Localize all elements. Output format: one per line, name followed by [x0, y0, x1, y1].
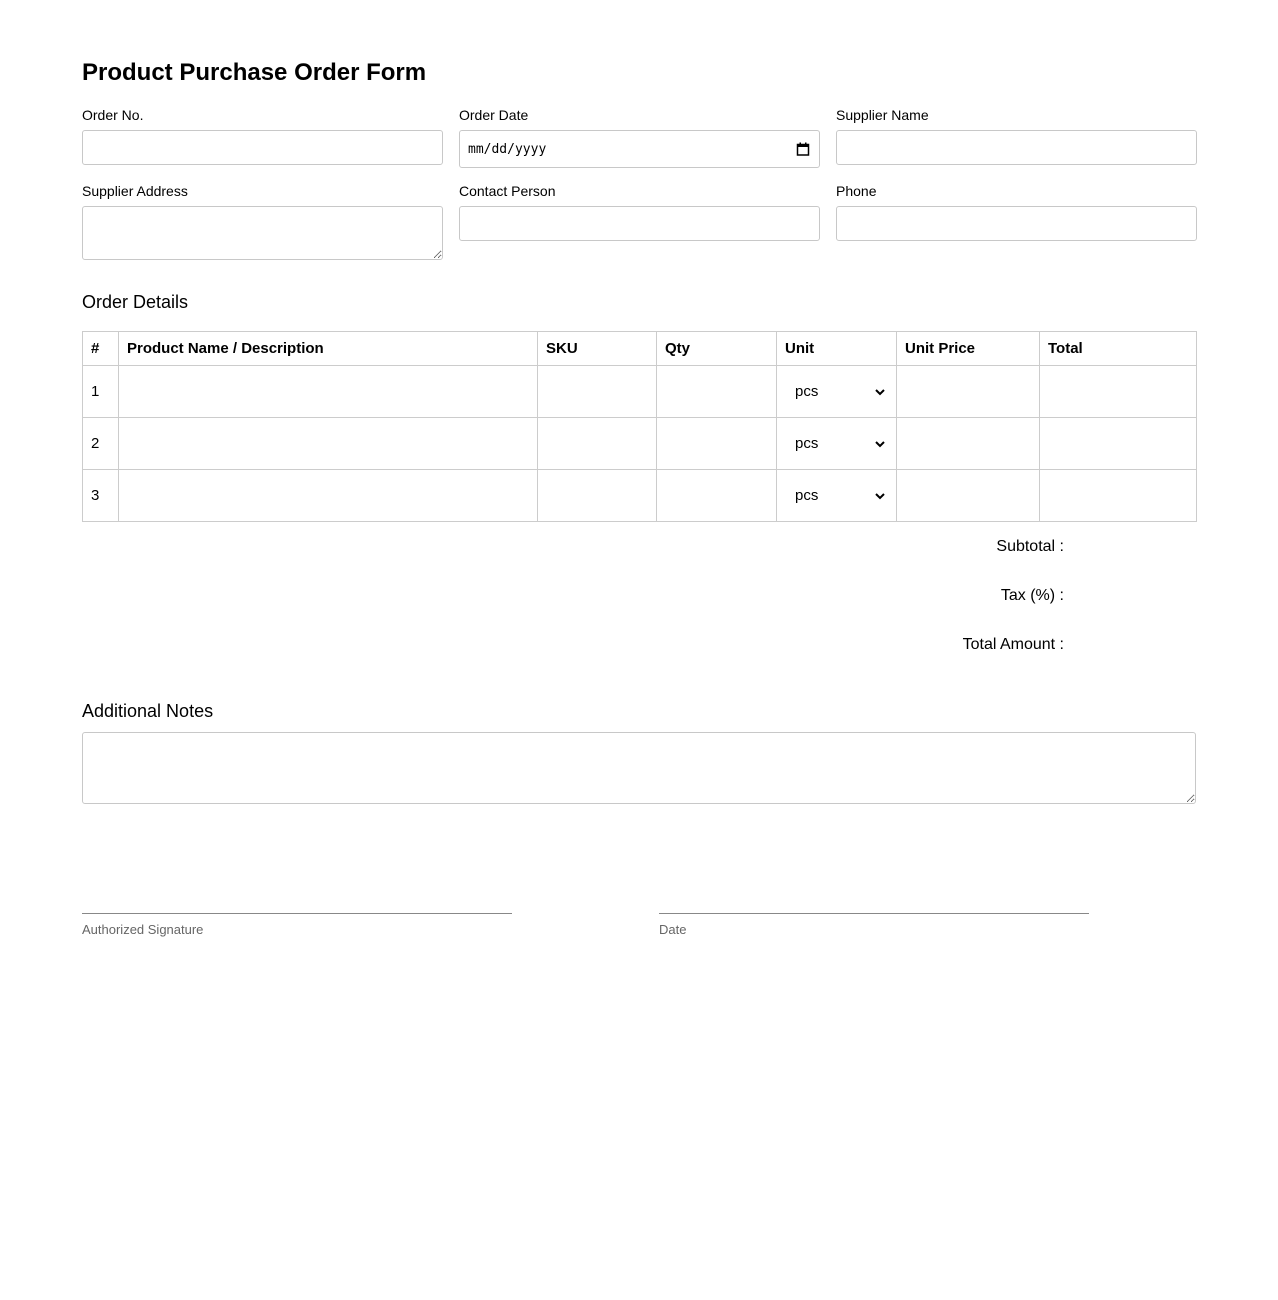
unit-cell: [777, 418, 897, 470]
product-cell[interactable]: [119, 366, 538, 418]
order-date-field-group: [459, 107, 820, 168]
additional-notes-heading: Additional Notes: [82, 701, 214, 721]
product-cell[interactable]: [119, 470, 538, 522]
total-amount-label: Total Amount :: [962, 636, 1064, 653]
supplier-address-textarea[interactable]: [82, 206, 443, 260]
subtotal-row: [82, 537, 1196, 561]
total-cell[interactable]: [1040, 470, 1197, 522]
sku-cell[interactable]: [538, 470, 657, 522]
contact-person-field-group: [459, 183, 820, 265]
page-title: Product Purchase Order Form: [82, 59, 427, 86]
chevron-down-icon: [874, 386, 886, 398]
order-details-table: [82, 331, 1197, 522]
contact-person-input[interactable]: [459, 206, 820, 241]
signature-date-block: [659, 913, 1089, 937]
table-row: [83, 366, 1197, 418]
phone-label: Phone: [836, 183, 877, 199]
unit-select-value: pcs: [795, 383, 819, 400]
unit-cell: [777, 470, 897, 522]
sku-cell[interactable]: [538, 418, 657, 470]
order-no-field-group: [82, 107, 443, 168]
tax-row: [82, 586, 1196, 610]
header-fields-row-2: [82, 183, 1196, 265]
supplier-name-field-group: [836, 107, 1197, 168]
contact-person-label: Contact Person: [459, 183, 556, 199]
column-header-unit-price: Unit Price: [897, 332, 1040, 366]
order-date-label: Order Date: [459, 107, 529, 123]
unit-select[interactable]: [785, 478, 888, 514]
sku-cell[interactable]: [538, 366, 657, 418]
tax-label: Tax (%) :: [1000, 587, 1064, 604]
qty-cell[interactable]: [657, 366, 777, 418]
additional-notes-textarea[interactable]: [82, 732, 1196, 804]
table-row: [83, 418, 1197, 470]
column-header-unit: Unit: [777, 332, 897, 366]
unit-select[interactable]: [785, 426, 888, 462]
signature-date-label: Date: [659, 922, 687, 937]
table-header-row: [83, 332, 1197, 366]
row-number: 1: [83, 366, 119, 418]
product-cell[interactable]: [119, 418, 538, 470]
phone-input[interactable]: [836, 206, 1197, 241]
unit-select[interactable]: [785, 374, 888, 410]
chevron-down-icon: [874, 438, 886, 450]
total-amount-row: [82, 635, 1196, 659]
order-details-heading: Order Details: [82, 292, 189, 312]
unit-price-cell[interactable]: [897, 418, 1040, 470]
authorized-signature-block: [82, 913, 512, 937]
subtotal-input[interactable]: [1068, 533, 1196, 561]
order-no-input[interactable]: [82, 130, 443, 165]
chevron-down-icon: [874, 490, 886, 502]
phone-field-group: [836, 183, 1197, 265]
supplier-name-input[interactable]: [836, 130, 1197, 165]
header-fields-row-1: [82, 107, 1196, 168]
subtotal-label: Subtotal :: [996, 538, 1064, 555]
tax-input[interactable]: [1068, 582, 1196, 610]
unit-price-cell[interactable]: [897, 470, 1040, 522]
supplier-name-label: Supplier Name: [836, 107, 929, 123]
unit-select-value: pcs: [795, 487, 819, 504]
qty-cell[interactable]: [657, 418, 777, 470]
total-cell[interactable]: [1040, 366, 1197, 418]
row-number: 3: [83, 470, 119, 522]
unit-cell: [777, 366, 897, 418]
authorized-signature-line[interactable]: [82, 913, 512, 914]
qty-cell[interactable]: [657, 470, 777, 522]
order-no-label: Order No.: [82, 107, 144, 123]
total-amount-input[interactable]: [1068, 631, 1196, 659]
column-header-sku: SKU: [538, 332, 657, 366]
order-date-placeholder: mm/dd/yyyy: [468, 141, 547, 157]
column-header-total: Total: [1040, 332, 1197, 366]
column-header-qty: Qty: [657, 332, 777, 366]
table-row: [83, 470, 1197, 522]
unit-price-cell[interactable]: [897, 366, 1040, 418]
column-header-number: #: [83, 332, 119, 366]
authorized-signature-label: Authorized Signature: [82, 922, 204, 937]
signature-date-line[interactable]: [659, 913, 1089, 914]
row-number: 2: [83, 418, 119, 470]
order-date-input[interactable]: [459, 130, 820, 168]
total-cell[interactable]: [1040, 418, 1197, 470]
supplier-address-label: Supplier Address: [82, 183, 188, 199]
column-header-product: Product Name / Description: [119, 332, 538, 366]
calendar-icon[interactable]: [796, 142, 810, 156]
unit-select-value: pcs: [795, 435, 819, 452]
supplier-address-field-group: [82, 183, 443, 265]
